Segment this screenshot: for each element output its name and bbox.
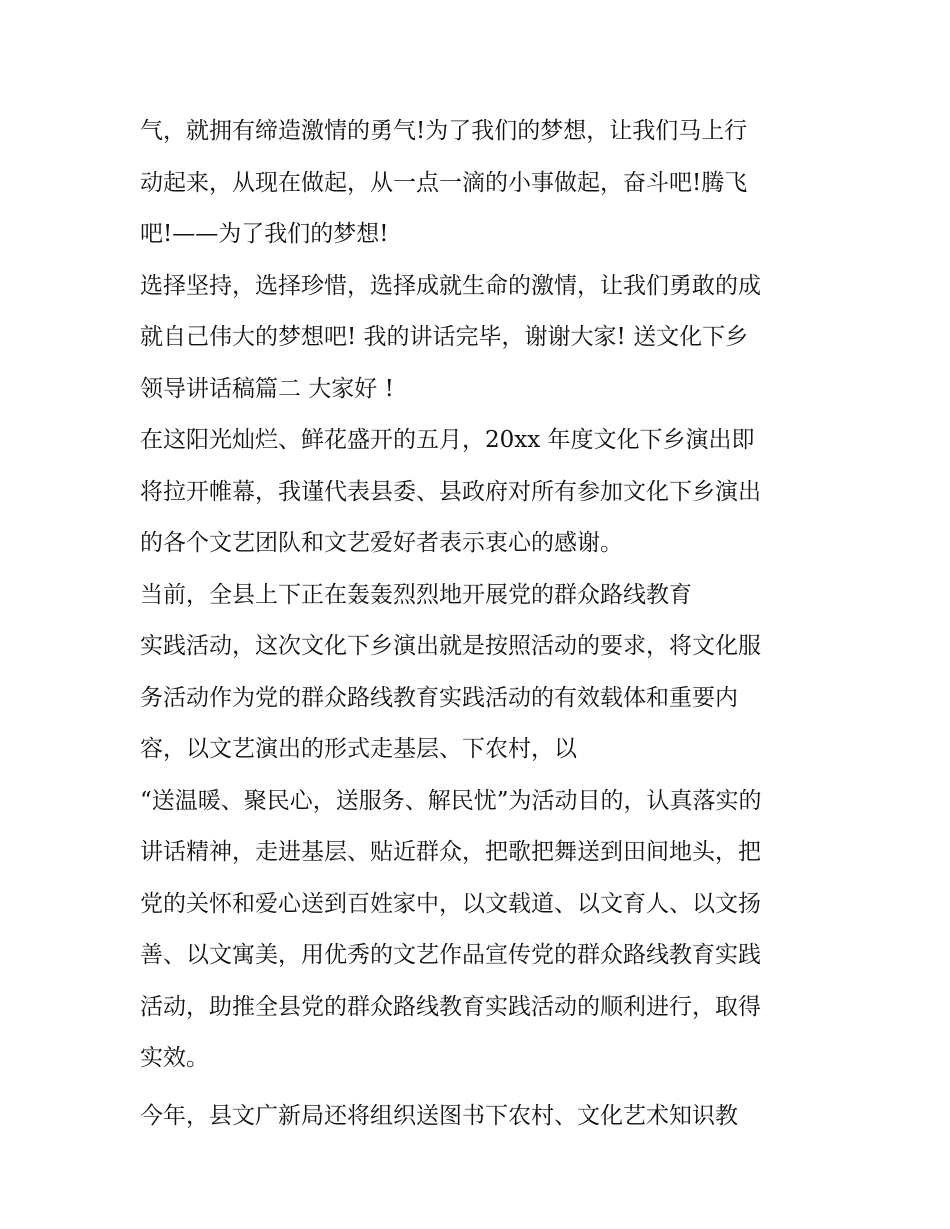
- text-line: 在这阳光灿烂、鲜花盛开的五月，20xx 年度文化下乡演出即: [140, 427, 755, 453]
- text-line: 气，就拥有缔造激情的勇气!为了我们的梦想，让我们马上行: [140, 118, 748, 144]
- text-line: 就自己伟大的梦想吧! 我的讲话完毕，谢谢大家! 送文化下乡: [140, 324, 749, 350]
- text-line: 动起来，从现在做起，从一点一滴的小事做起，奋斗吧!腾飞: [140, 169, 748, 196]
- text-line: 选择坚持，选择珍惜，选择成就生命的激情，让我们勇敢的成: [140, 272, 761, 299]
- text-line: 吧!——为了我们的梦想!: [140, 221, 389, 247]
- text-line: 实效。: [140, 1045, 209, 1071]
- text-line: 领导讲话稿篇二 大家好 !: [140, 375, 394, 402]
- text-line: 务活动作为党的群众路线教育实践活动的有效载体和重要内: [140, 684, 738, 711]
- text-line: 讲话精神，走进基层、贴近群众，把歌把舞送到田间地头，把: [140, 839, 761, 865]
- text-line: 善、以文寓美，用优秀的文艺作品宣传党的群众路线教育实践: [140, 942, 761, 968]
- text-line: 今年，县文广新局还将组织送图书下农村、文化艺术知识教: [140, 1102, 738, 1129]
- text-line: 将拉开帷幕，我谨代表县委、县政府对所有参加文化下乡演出: [140, 478, 761, 505]
- text-line: “送温暖、聚民心，送服务、解民忧”为活动目的，认真落实的: [140, 787, 762, 814]
- text-line: 容，以文艺演出的形式走基层、下农村，以: [140, 736, 577, 762]
- body-text: [140, 106, 840, 1142]
- text-line: 当前，全县上下正在轰轰烈烈地开展党的群众路线教育: [140, 581, 692, 608]
- text-line: 党的关怀和爱心送到百姓家中，以文载道、以文育人、以文扬: [140, 890, 761, 917]
- text-line: 的各个文艺团队和文艺爱好者表示衷心的感谢。: [140, 530, 623, 556]
- text-line: 实践活动，这次文化下乡演出就是按照活动的要求，将文化服: [140, 633, 761, 659]
- text-line: 活动，助推全县党的群众路线教育实践活动的顺利进行，取得: [140, 993, 761, 1020]
